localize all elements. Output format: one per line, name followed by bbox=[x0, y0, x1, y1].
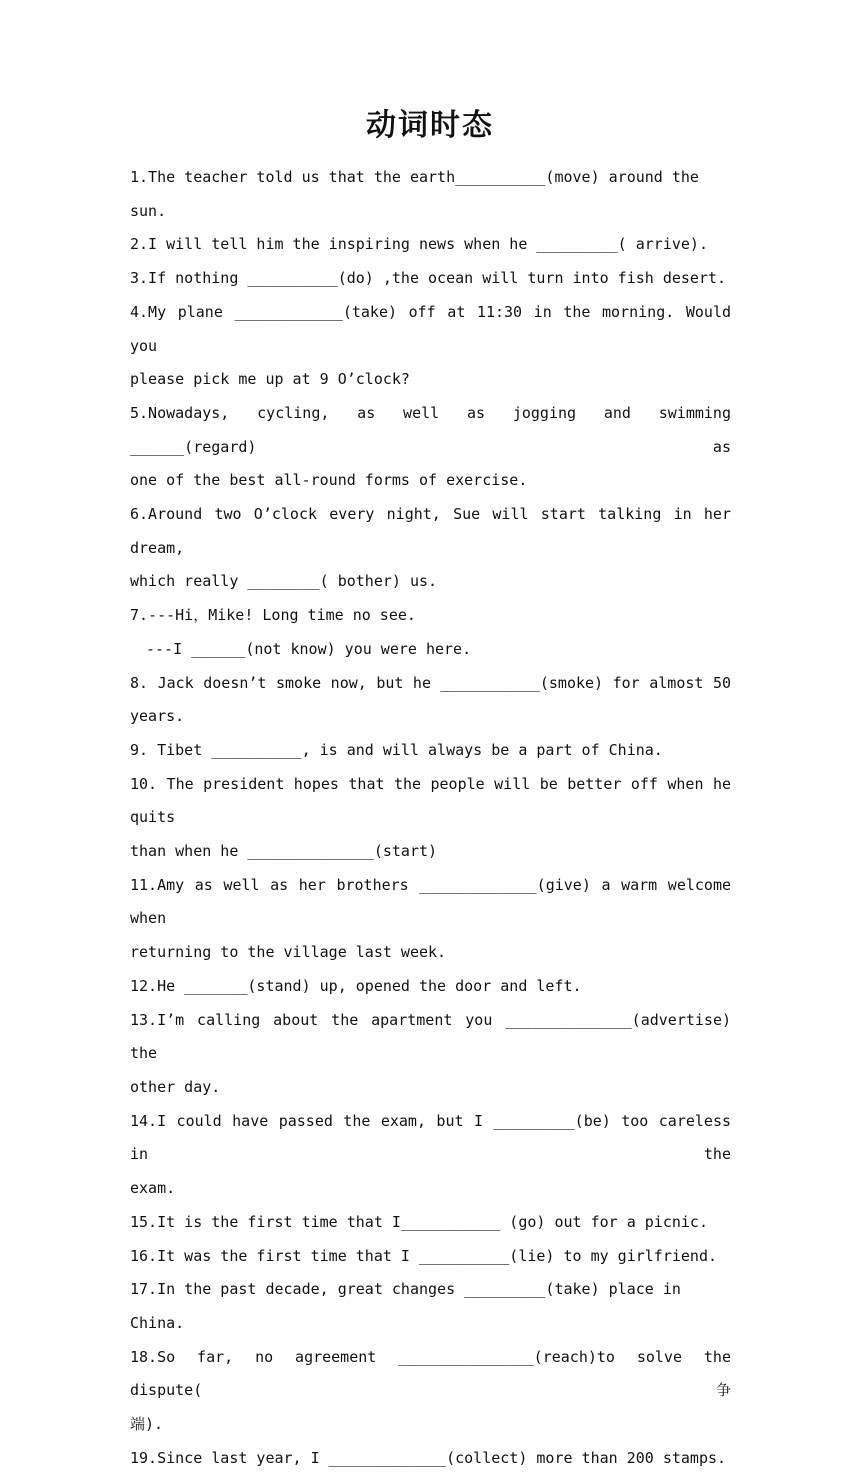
exercise-line-continued: one of the best all-round forms of exercise. bbox=[130, 471, 528, 490]
exercise-line-continued: returning to the village last week. bbox=[130, 943, 447, 962]
exercise-item-7 bbox=[130, 599, 731, 666]
document-title: 动词时态 bbox=[366, 108, 494, 143]
exercise-line: 18.So far, no agreement _______________(reach)to solve the dispute(争 bbox=[130, 1347, 731, 1400]
exercise-item-17 bbox=[130, 1273, 731, 1340]
exercise-item-11 bbox=[130, 869, 731, 970]
exercise-list bbox=[130, 161, 731, 1475]
exercise-line: 5.Nowadays, cycling, as well as jogging and swimming ______(regard) as bbox=[130, 403, 731, 456]
exercise-line: 9. Tibet __________, is and will always be a part of China. bbox=[130, 740, 663, 759]
exercise-line: 13.I’m calling about the apartment you ______________(advertise) the bbox=[130, 1010, 731, 1063]
exercise-line: 15.It is the first time that I___________ (go) out for a picnic. bbox=[130, 1212, 708, 1231]
exercise-line: 14.I could have passed the exam, but I _________(be) too careless in the bbox=[130, 1111, 731, 1164]
exercise-item-1 bbox=[130, 161, 731, 228]
exercise-item-2 bbox=[130, 228, 731, 262]
exercise-item-9 bbox=[130, 734, 731, 768]
exercise-line-continued: please pick me up at 9 O’clock? bbox=[130, 370, 410, 389]
exercise-line: 19.Since last year, I _____________(collect) more than 200 stamps. bbox=[130, 1448, 727, 1467]
exercise-item-14 bbox=[130, 1105, 731, 1206]
exercise-line-continued: than when he ______________(start) bbox=[130, 842, 438, 861]
exercise-line-continued: exam. bbox=[130, 1179, 176, 1198]
exercise-item-16 bbox=[130, 1240, 731, 1274]
exercise-line: 12.He _______(stand) up, opened the door and left. bbox=[130, 976, 582, 995]
exercise-line: 8. Jack doesn’t smoke now, but he ___________(smoke) for almost 50 years. bbox=[130, 673, 731, 726]
exercise-item-19 bbox=[130, 1442, 731, 1475]
exercise-item-5 bbox=[130, 397, 731, 498]
exercise-item-12 bbox=[130, 970, 731, 1004]
exercise-line-continued: which really ________( bother) us. bbox=[130, 572, 438, 591]
exercise-line: 2.I will tell him the inspiring news when he _________( arrive). bbox=[130, 235, 708, 254]
exercise-item-13 bbox=[130, 1004, 731, 1105]
exercise-line-continued: other day. bbox=[130, 1077, 221, 1096]
exercise-item-3 bbox=[130, 262, 731, 296]
exercise-item-4 bbox=[130, 296, 731, 397]
exercise-line: 11.Amy as well as her brothers _____________(give) a warm welcome when bbox=[130, 875, 731, 928]
exercise-line-continued: 端). bbox=[130, 1415, 164, 1434]
exercise-line: 16.It was the first time that I __________(lie) to my girlfriend. bbox=[130, 1246, 717, 1265]
exercise-line: 4.My plane ____________(take) off at 11:30 in the morning. Would you bbox=[130, 302, 731, 355]
exercise-line: 17.In the past decade, great changes _________(take) place in China. bbox=[130, 1280, 681, 1332]
exercise-line: 7.---Hi，Mike! Long time no see. bbox=[130, 606, 416, 625]
exercise-item-15 bbox=[130, 1206, 731, 1240]
exercise-item-10 bbox=[130, 768, 731, 869]
exercise-item-18 bbox=[130, 1341, 731, 1442]
exercise-line: 6.Around two O’clock every night, Sue will start talking in her dream, bbox=[130, 505, 731, 557]
exercise-line: 3.If nothing __________(do) ,the ocean will turn into fish desert. bbox=[130, 269, 727, 288]
exercise-item-6 bbox=[130, 498, 731, 599]
exercise-line: 10. The president hopes that the people will be better off when he quits bbox=[130, 774, 731, 827]
exercise-line-continued: ---I ______(not know) you were here. bbox=[146, 639, 472, 658]
exercise-item-8 bbox=[130, 667, 731, 734]
exercise-line: 1.The teacher told us that the earth__________(move) around the sun. bbox=[130, 168, 699, 220]
